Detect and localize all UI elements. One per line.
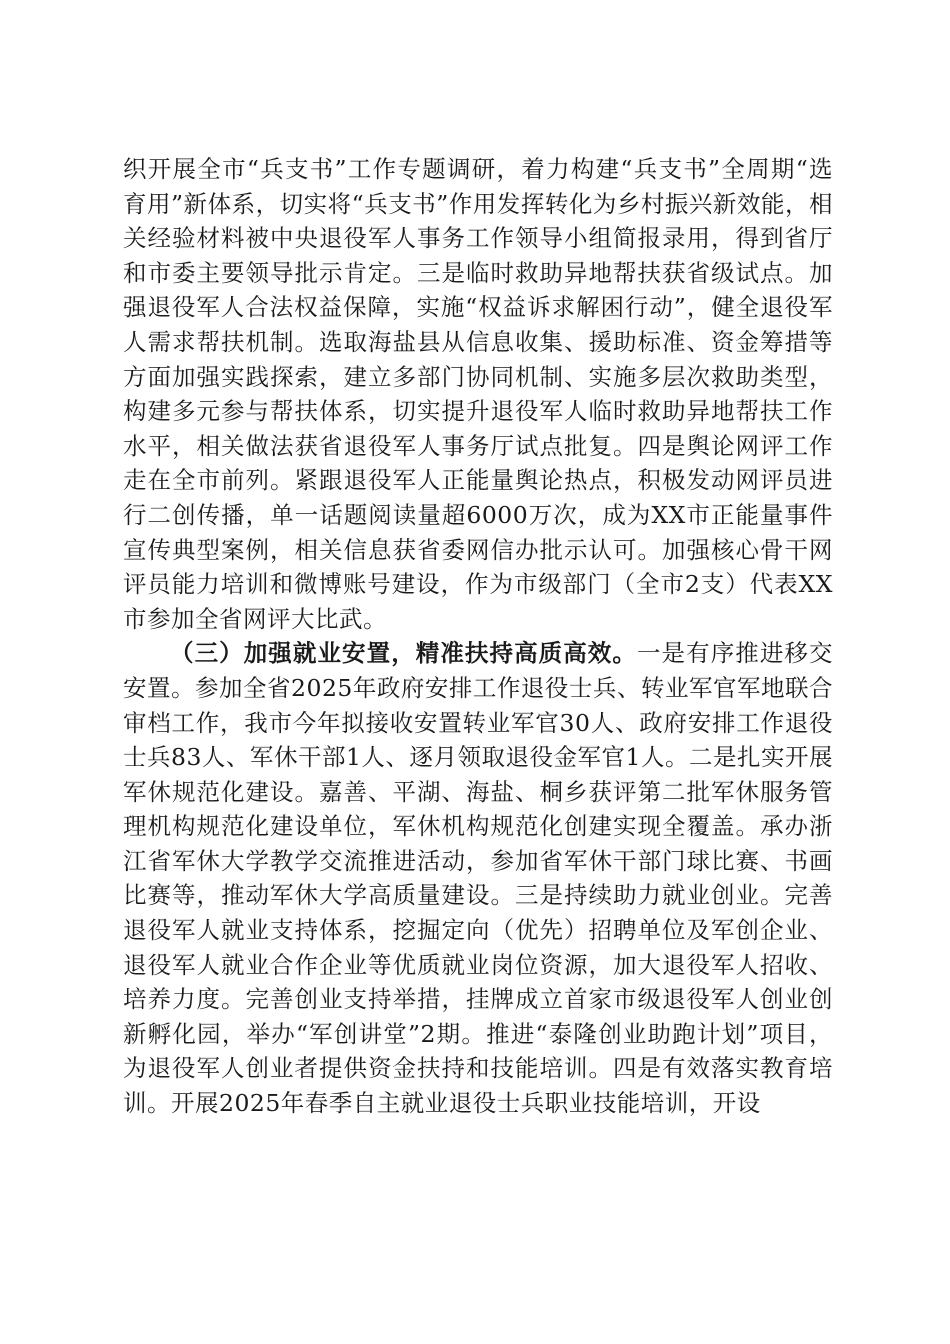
section-heading: （三）加强就业安置，精准扶持高质高效。 [170,639,637,668]
document-body [123,152,833,1121]
paragraph-continuation: 织开展全市“兵支书”工作专题调研，着力构建“兵支书”全周期“选育用”新体系，切实将“兵支书”作用发挥转化为乡村振兴新效能，相关经验材料被中央退役军人事务工作领导小组简报录用，得到省厅和市委主要领导批示肯定。三是临时救助异地帮扶获省级试点。加强退役军人合法权益保障，实施“权益诉求解困行动”，健全退役军人需求帮扶机制。选取海盐县从信息收集、援助标准、资金筹措等方面加强实践探索，建立多部门协同机制、实施多层次救助类型，构建多元参与帮扶体系，切实提升退役军人临时救助异地帮扶工作水平，相关做法获省退役军人事务厅试点批复。四是舆论网评工作走在全市前列。紧跟退役军人正能量舆论热点，积极发动网评员进行二创传播，单一话题阅读量超6000万次，成为XX市正能量事件宣传典型案例，相关信息获省委网信办批示认可。加强核心骨干网评员能力培训和微博账号建设，作为市级部门（全市2支）代表XX市参加全省网评大比武。 [123,155,833,633]
paragraph-body: 一是有序推进移交安置。参加全省2025年政府安排工作退役士兵、转业军官军地联合审档工作，我市今年拟接收安置转业军官30人、政府安排工作退役士兵83人、军休干部1人、逐月领取退役金军官1人。二是扎实开展军休规范化建设。嘉善、平湖、海盐、桐乡获评第二批军休服务管理机构规范化建设单位，军休机构规范化创建实现全覆盖。承办浙江省军休大学教学交流推进活动，参加省军休干部门球比赛、书画比赛等，推动军休大学高质量建设。三是持续助力就业创业。完善退役军人就业支持体系，挖掘定向（优先）招聘单位及军创企业、退役军人就业合作企业等优质就业岗位资源，加大退役军人招收、培养力度。完善创业支持举措，挂牌成立首家市级退役军人创业创新孵化园，举办“军创讲堂”2期。推进“泰隆创业助跑计划”项目，为退役军人创业者提供资金扶持和技能培训。四是有效落实教育培训。开展2025年春季自主就业退役士兵职业技能培训，开设 [123,639,834,1118]
paragraph-employment-placement [123,636,833,1120]
